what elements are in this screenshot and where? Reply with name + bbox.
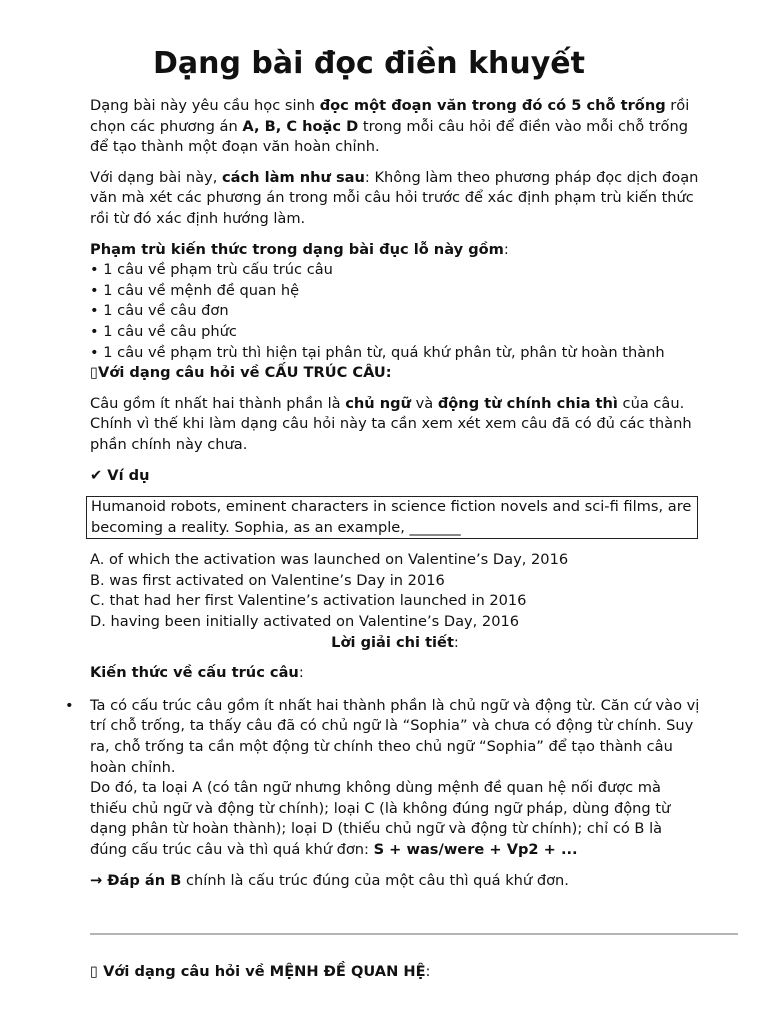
missing-glyph-icon: ▯ <box>90 364 99 382</box>
scope-item: • 1 câu về phạm trù cấu trúc câu <box>90 261 333 279</box>
scope-item: • 1 câu về câu đơn <box>90 302 229 320</box>
answer-key: → Đáp án B <box>90 871 182 889</box>
answer-conclusion <box>90 871 700 892</box>
knowledge-heading <box>90 663 700 684</box>
section-heading-sentence-structure <box>90 363 700 384</box>
body-text: Câu gồm ít nhất hai thành phần là <box>90 394 346 412</box>
explanation-text-1: Ta có cấu trúc câu gồm ít nhất hai thành phần là chủ ngữ và động từ. Căn cứ vào vị trí chỗ trống, ta thấy câu đã có chủ ngữ là “Sophia” và chưa có động từ chính. Suy ra, chỗ trống ta cần một động từ chính theo chủ ngữ “Sophia” để tạo thành câu hoàn chỉnh. <box>90 696 700 776</box>
body-emphasis: động từ chính chia thì <box>437 394 618 412</box>
body-emphasis: chủ ngữ <box>345 394 411 412</box>
explanation-bullet <box>65 696 700 891</box>
intro-emphasis: đọc một đoạn văn trong đó có 5 chỗ trống <box>319 97 666 114</box>
intro-text: : Không làm theo phương pháp đọc dịch đoạn văn mà xét các phương án trong mỗi câu hỏi trước để xác định phạm trù kiến thức rồi từ đó xác định hướng làm. <box>90 168 699 227</box>
section-divider <box>90 933 738 935</box>
scope-heading-colon: : <box>503 240 509 258</box>
knowledge-heading-text: Kiến thức về cấu trúc câu <box>90 664 299 682</box>
intro-text: trong mỗi câu hỏi để điền vào mỗi chỗ trống để tạo thành một đoạn văn hoàn chỉnh. <box>90 117 688 156</box>
body-text: và <box>410 394 438 412</box>
scope-item: • 1 câu về phạm trù thì hiện tại phân từ, quá khứ phân từ, phân từ hoàn thành <box>90 343 665 361</box>
answer-option-b: B. was first activated on Valentine’s Day in 2016 <box>90 571 445 589</box>
scope-item: • 1 câu về mệnh đề quan hệ <box>90 281 300 299</box>
section-heading-text: Với dạng câu hỏi về MỆNH ĐỀ QUAN HỆ <box>98 963 426 980</box>
explanation-body: Do đó, ta loại A (có tân ngữ nhưng không dùng mệnh đề quan hệ nối được mà thiếu chủ ngữ và động từ chính); loại C (là không đúng ngữ pháp, dùng động từ dạng phân từ hoàn thành); loại D (thiếu chủ ngữ và động từ chính); chỉ có B là đúng cấu trúc câu và thì quá khứ đơn: <box>90 779 671 858</box>
intro-paragraph-1 <box>90 96 700 158</box>
example-label: ✔ Ví dụ <box>90 466 150 484</box>
intro-text: rồi chọn các phương án <box>90 97 690 135</box>
answer-option-d: D. having been initially activated on Valentine’s Day, 2016 <box>90 613 520 631</box>
page-title: Dạng bài đọc điền khuyết <box>153 46 585 81</box>
intro-text: Với dạng bài này, <box>90 168 222 186</box>
solution-heading <box>90 633 700 654</box>
formula-text: S + was/were + Vp2 + ... <box>373 841 578 858</box>
scope-heading-text: Phạm trù kiến thức trong dạng bài đục lỗ này gồm <box>90 240 504 258</box>
solution-heading-text: Lời giải chi tiết <box>331 633 454 651</box>
answer-option-a: A. of which the activation was launched on Valentine’s Day, 2016 <box>90 551 569 569</box>
bullet-icon: • <box>65 696 74 714</box>
answer-option-c: C. that had her first Valentine’s activation launched in 2016 <box>90 592 527 610</box>
section-heading-colon: : <box>425 963 431 980</box>
intro-emphasis: cách làm như sau <box>221 168 365 186</box>
content-body <box>65 96 700 891</box>
knowledge-heading-colon: : <box>298 664 304 682</box>
missing-glyph-icon: ▯ <box>90 963 99 980</box>
answer-explanation: chính là cấu trúc đúng của một câu thì quá khứ đơn. <box>181 871 569 889</box>
example-box <box>86 496 698 539</box>
solution-heading-colon: : <box>453 633 459 651</box>
section-heading-relative-clause <box>90 962 430 983</box>
section-heading-text: Với dạng câu hỏi về CẤU TRÚC CÂU: <box>98 364 392 382</box>
intro-emphasis: A, B, C hoặc D <box>242 117 359 135</box>
scope-heading <box>90 240 700 261</box>
sentence-structure-paragraph <box>90 394 700 456</box>
example-text: Humanoid robots, eminent characters in science fiction novels and sci-fi films, are becoming a reality. Sophia, as an example, _______ <box>91 498 692 536</box>
scope-item: • 1 câu về câu phức <box>90 322 237 340</box>
explanation-text-2 <box>90 778 700 860</box>
body-text: của câu. Chính vì thế khi làm dạng câu hỏi này ta cần xem xét xem câu đã có đủ các thành phần chính này chưa. <box>90 394 692 453</box>
intro-text: Dạng bài này yêu cầu học sinh <box>90 97 320 114</box>
intro-paragraph-2 <box>90 168 700 230</box>
